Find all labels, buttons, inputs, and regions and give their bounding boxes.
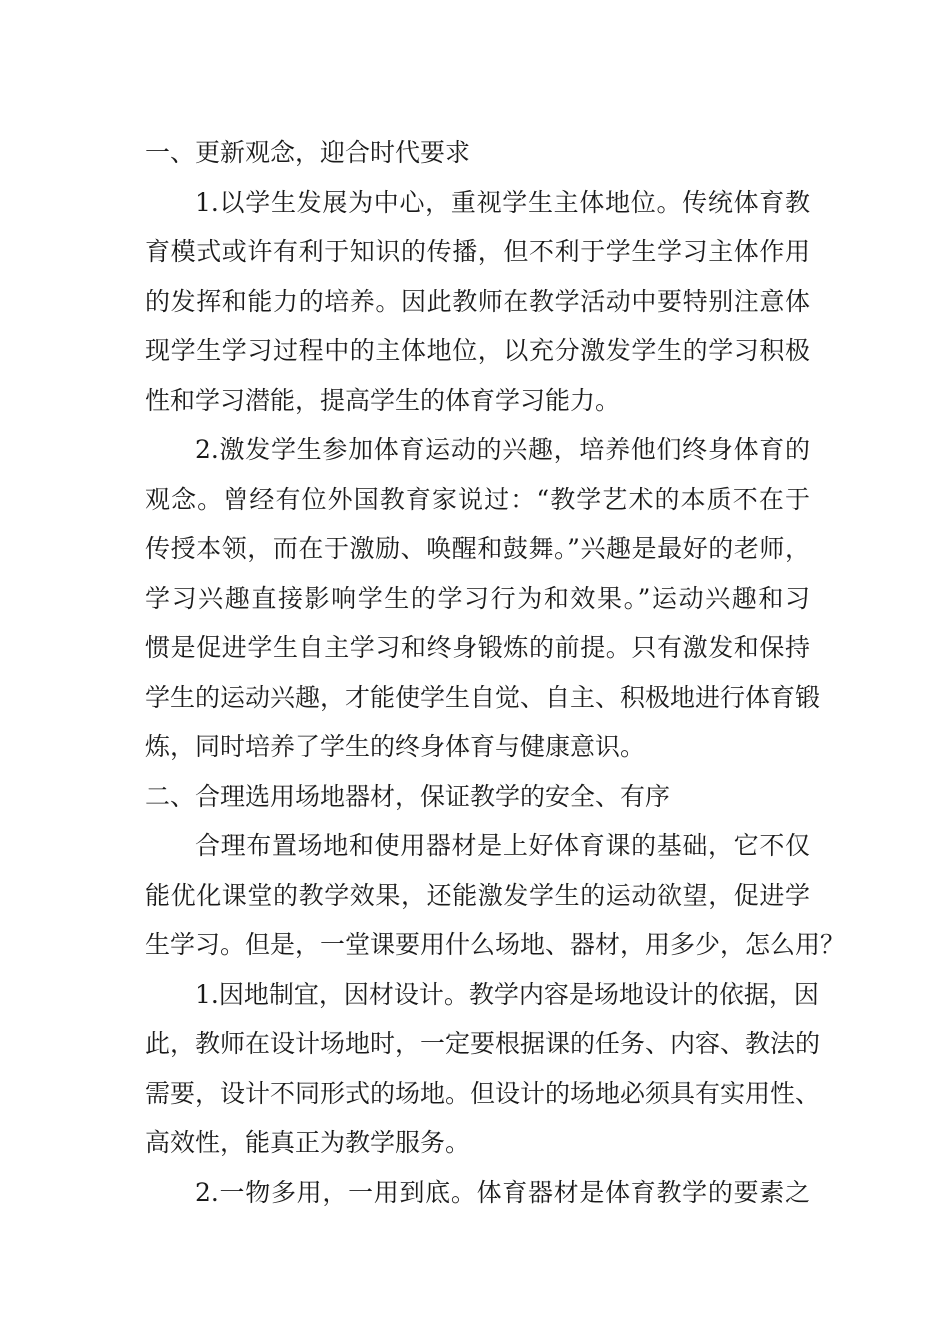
paragraph-line: 此，教师在设计场地时，一定要根据课的任务、内容、教法的 <box>145 1029 821 1058</box>
paragraph-line: 传授本领，而在于激励、唤醒和鼓舞。”兴趣是最好的老师， <box>145 534 810 563</box>
heading-section-1: 一、更新观念，迎合时代要求 <box>145 138 471 167</box>
document-body <box>145 128 846 1217</box>
paragraph-line: 学生的运动兴趣，才能使学生自觉、自主、积极地进行体育锻 <box>145 682 821 712</box>
paragraph-line: 需要，设计不同形式的场地。但设计的场地必须具有实用性、 <box>145 1078 821 1108</box>
heading-section-2: 二、合理选用场地器材，保证教学的安全、有序 <box>145 781 671 811</box>
paragraph-line: 合理布置场地和使用器材是上好体育课的基础，它不仅 <box>195 831 810 860</box>
paragraph-line: 生学习。但是，一堂课要用什么场地、器材，用多少，怎么用？ <box>145 930 846 959</box>
paragraph-line: 1.以学生发展为中心，重视学生主体地位。传统体育教 <box>195 187 810 217</box>
paragraph-line: 能优化课堂的教学效果，还能激发学生的运动欲望，促进学 <box>145 880 810 910</box>
paragraph-line: 现学生学习过程中的主体地位，以充分激发学生的学习积极 <box>145 336 810 365</box>
paragraph-line: 性和学习潜能，提高学生的体育学习能力。 <box>145 385 621 415</box>
paragraph-line: 的发挥和能力的培养。因此教师在教学活动中要特别注意体 <box>145 286 810 316</box>
paragraph-line: 观念。曾经有位外国教育家说过：“教学艺术的本质不在于 <box>145 484 810 514</box>
paragraph-line: 2.激发学生参加体育运动的兴趣，培养他们终身体育的 <box>195 435 810 464</box>
paragraph-line: 2.一物多用，一用到底。体育器材是体育教学的要素之 <box>195 1177 810 1207</box>
paragraph-line: 学习兴趣直接影响学生的学习行为和效果。”运动兴趣和习 <box>145 583 810 613</box>
paragraph-line: 炼，同时培养了学生的终身体育与健康意识。 <box>145 732 646 761</box>
paragraph-line: 高效性，能真正为教学服务。 <box>145 1128 471 1157</box>
paragraph-line: 育模式或许有利于知识的传播，但不利于学生学习主体作用 <box>145 237 810 266</box>
paragraph-line: 1.因地制宜，因材设计。教学内容是场地设计的依据，因 <box>195 979 819 1009</box>
paragraph-line: 惯是促进学生自主学习和终身锻炼的前提。只有激发和保持 <box>145 633 810 662</box>
